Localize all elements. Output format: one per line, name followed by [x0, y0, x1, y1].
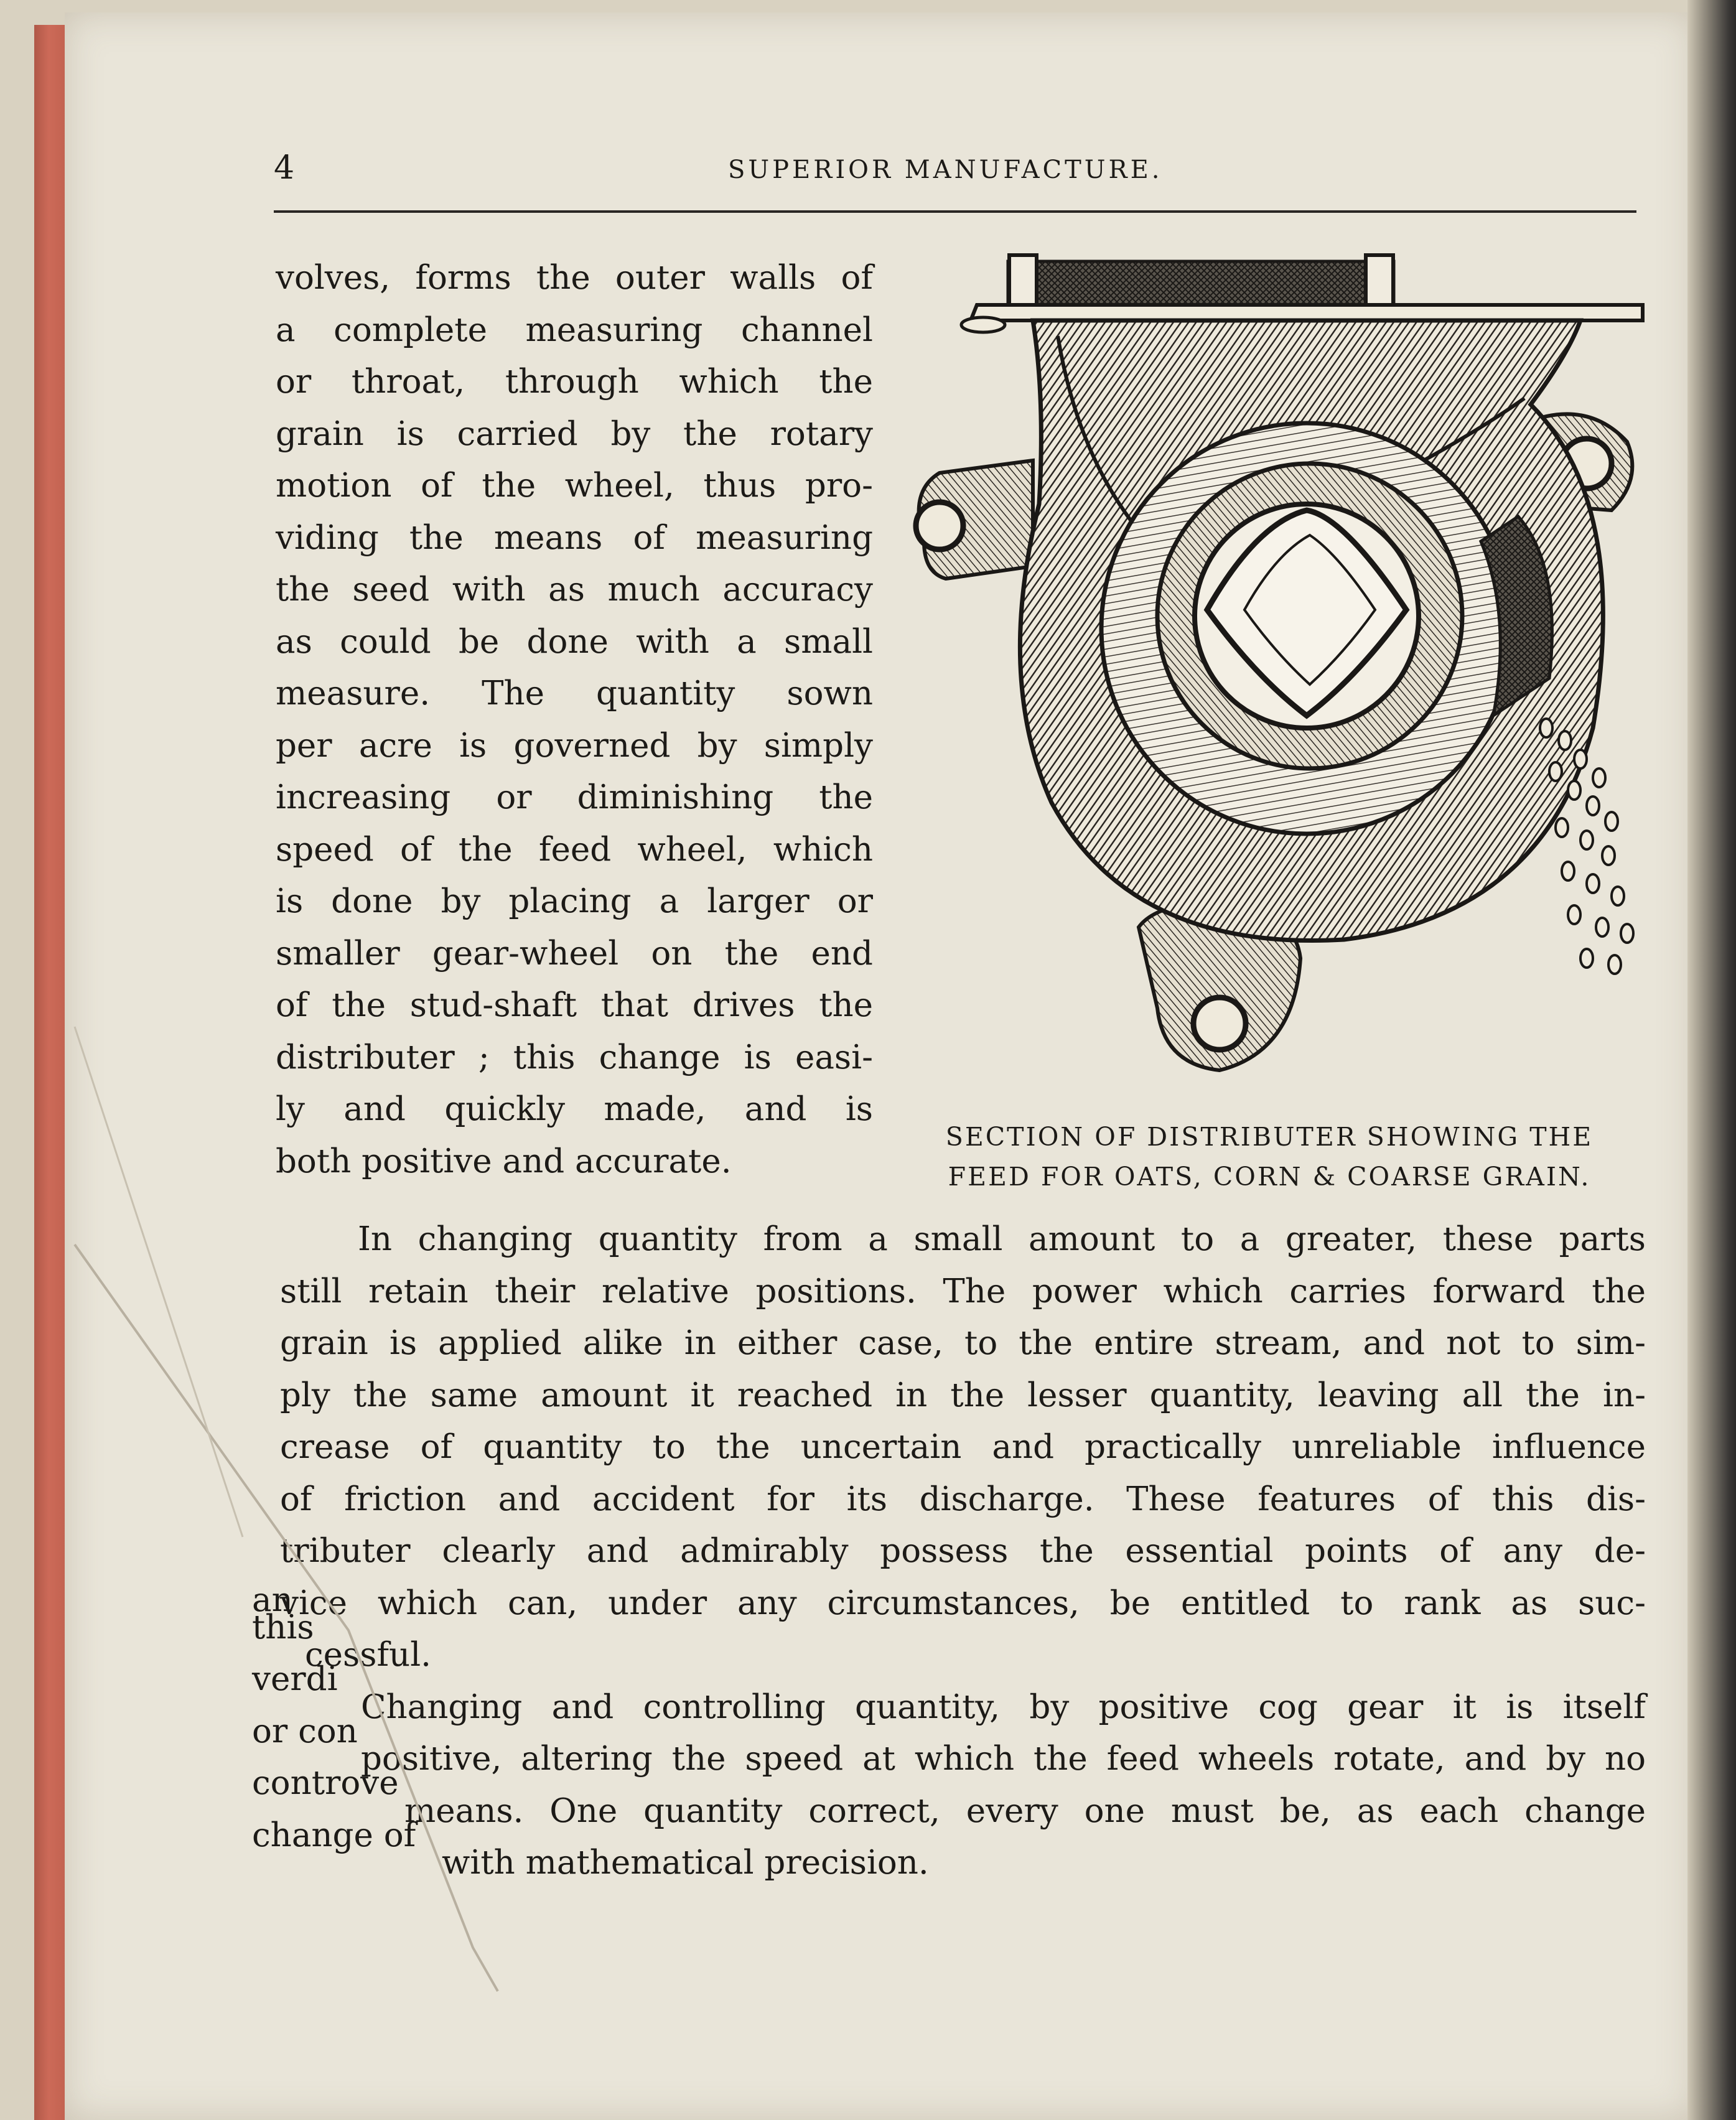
text-line: of the stud-shaft that drives the [276, 986, 873, 1024]
text-line: In changing quantity from a small amount to a greater, these parts [358, 1220, 1646, 1258]
text-line: increasing or diminishing the [276, 778, 873, 816]
text-line: as could be done with a small [276, 622, 873, 661]
text-line: means. One quantity correct, every one must be, as each change [404, 1791, 1646, 1830]
text-line: is done by placing a larger or [276, 882, 873, 920]
text-line: cessful. [305, 1636, 431, 1674]
text-line: the seed with as much accuracy [276, 571, 873, 609]
text-line: tributer clearly and admirably possess the essential points of any de- [280, 1532, 1646, 1570]
text-line: grain is carried by the rotary [276, 414, 873, 453]
fold-fragment: an [252, 1581, 293, 1619]
text-line: viding the means of measuring [276, 518, 873, 557]
fold-fragment: or con [252, 1712, 358, 1750]
caption-line: FEED FOR OATS, CORN & COARSE GRAIN. [948, 1162, 1591, 1192]
text-line: with mathematical precision. [442, 1844, 929, 1882]
text-line: grain is applied alike in either case, to the entire stream, and not to sim- [280, 1324, 1646, 1362]
text-line: ply the same amount it reached in the lesser quantity, leaving all the in- [280, 1376, 1646, 1414]
caption-line: SECTION OF DISTRIBUTER SHOWING THE [945, 1122, 1594, 1152]
text-line: crease of quantity to the uncertain and practically unreliable influence [280, 1428, 1646, 1466]
text-line: per acre is governed by simply [276, 726, 873, 765]
running-title: SUPERIOR MANUFACTURE. [728, 156, 1163, 184]
text-line: still retain their relative positions. The power which carries forward the [280, 1272, 1646, 1310]
page-number: 4 [274, 149, 295, 187]
text-line: or throat, through which the [276, 363, 873, 401]
text-line: Changing and controlling quantity, by positive cog gear it is itself [361, 1688, 1646, 1726]
fold-fragment: controve [252, 1764, 399, 1802]
text-line: measure. The quantity sown [276, 675, 873, 712]
text-line: volves, forms the outer walls of [276, 259, 873, 297]
text-line: of friction and accident for its discharge. These features of this dis- [280, 1480, 1646, 1518]
text-line: a complete measuring channel [276, 311, 873, 349]
text-line: ly and quickly made, and is [276, 1090, 873, 1128]
text-line: smaller gear-wheel on the end [276, 934, 873, 973]
text-line: distributer ; this change is easi- [276, 1038, 873, 1076]
text-line: speed of the feed wheel, which [276, 830, 873, 869]
text-line: both positive and accurate. [276, 1142, 732, 1180]
fold-fragment: this [252, 1608, 314, 1646]
fold-fragment: change of [252, 1816, 416, 1854]
text-line: motion of the wheel, thus pro- [276, 467, 873, 505]
fold-fragment: verdi [252, 1660, 338, 1698]
text-line: vice which can, under any circumstances, be entitled to rank as suc- [280, 1584, 1646, 1622]
text-line: positive, altering the speed at which the feed wheels rotate, and by no [361, 1740, 1646, 1778]
